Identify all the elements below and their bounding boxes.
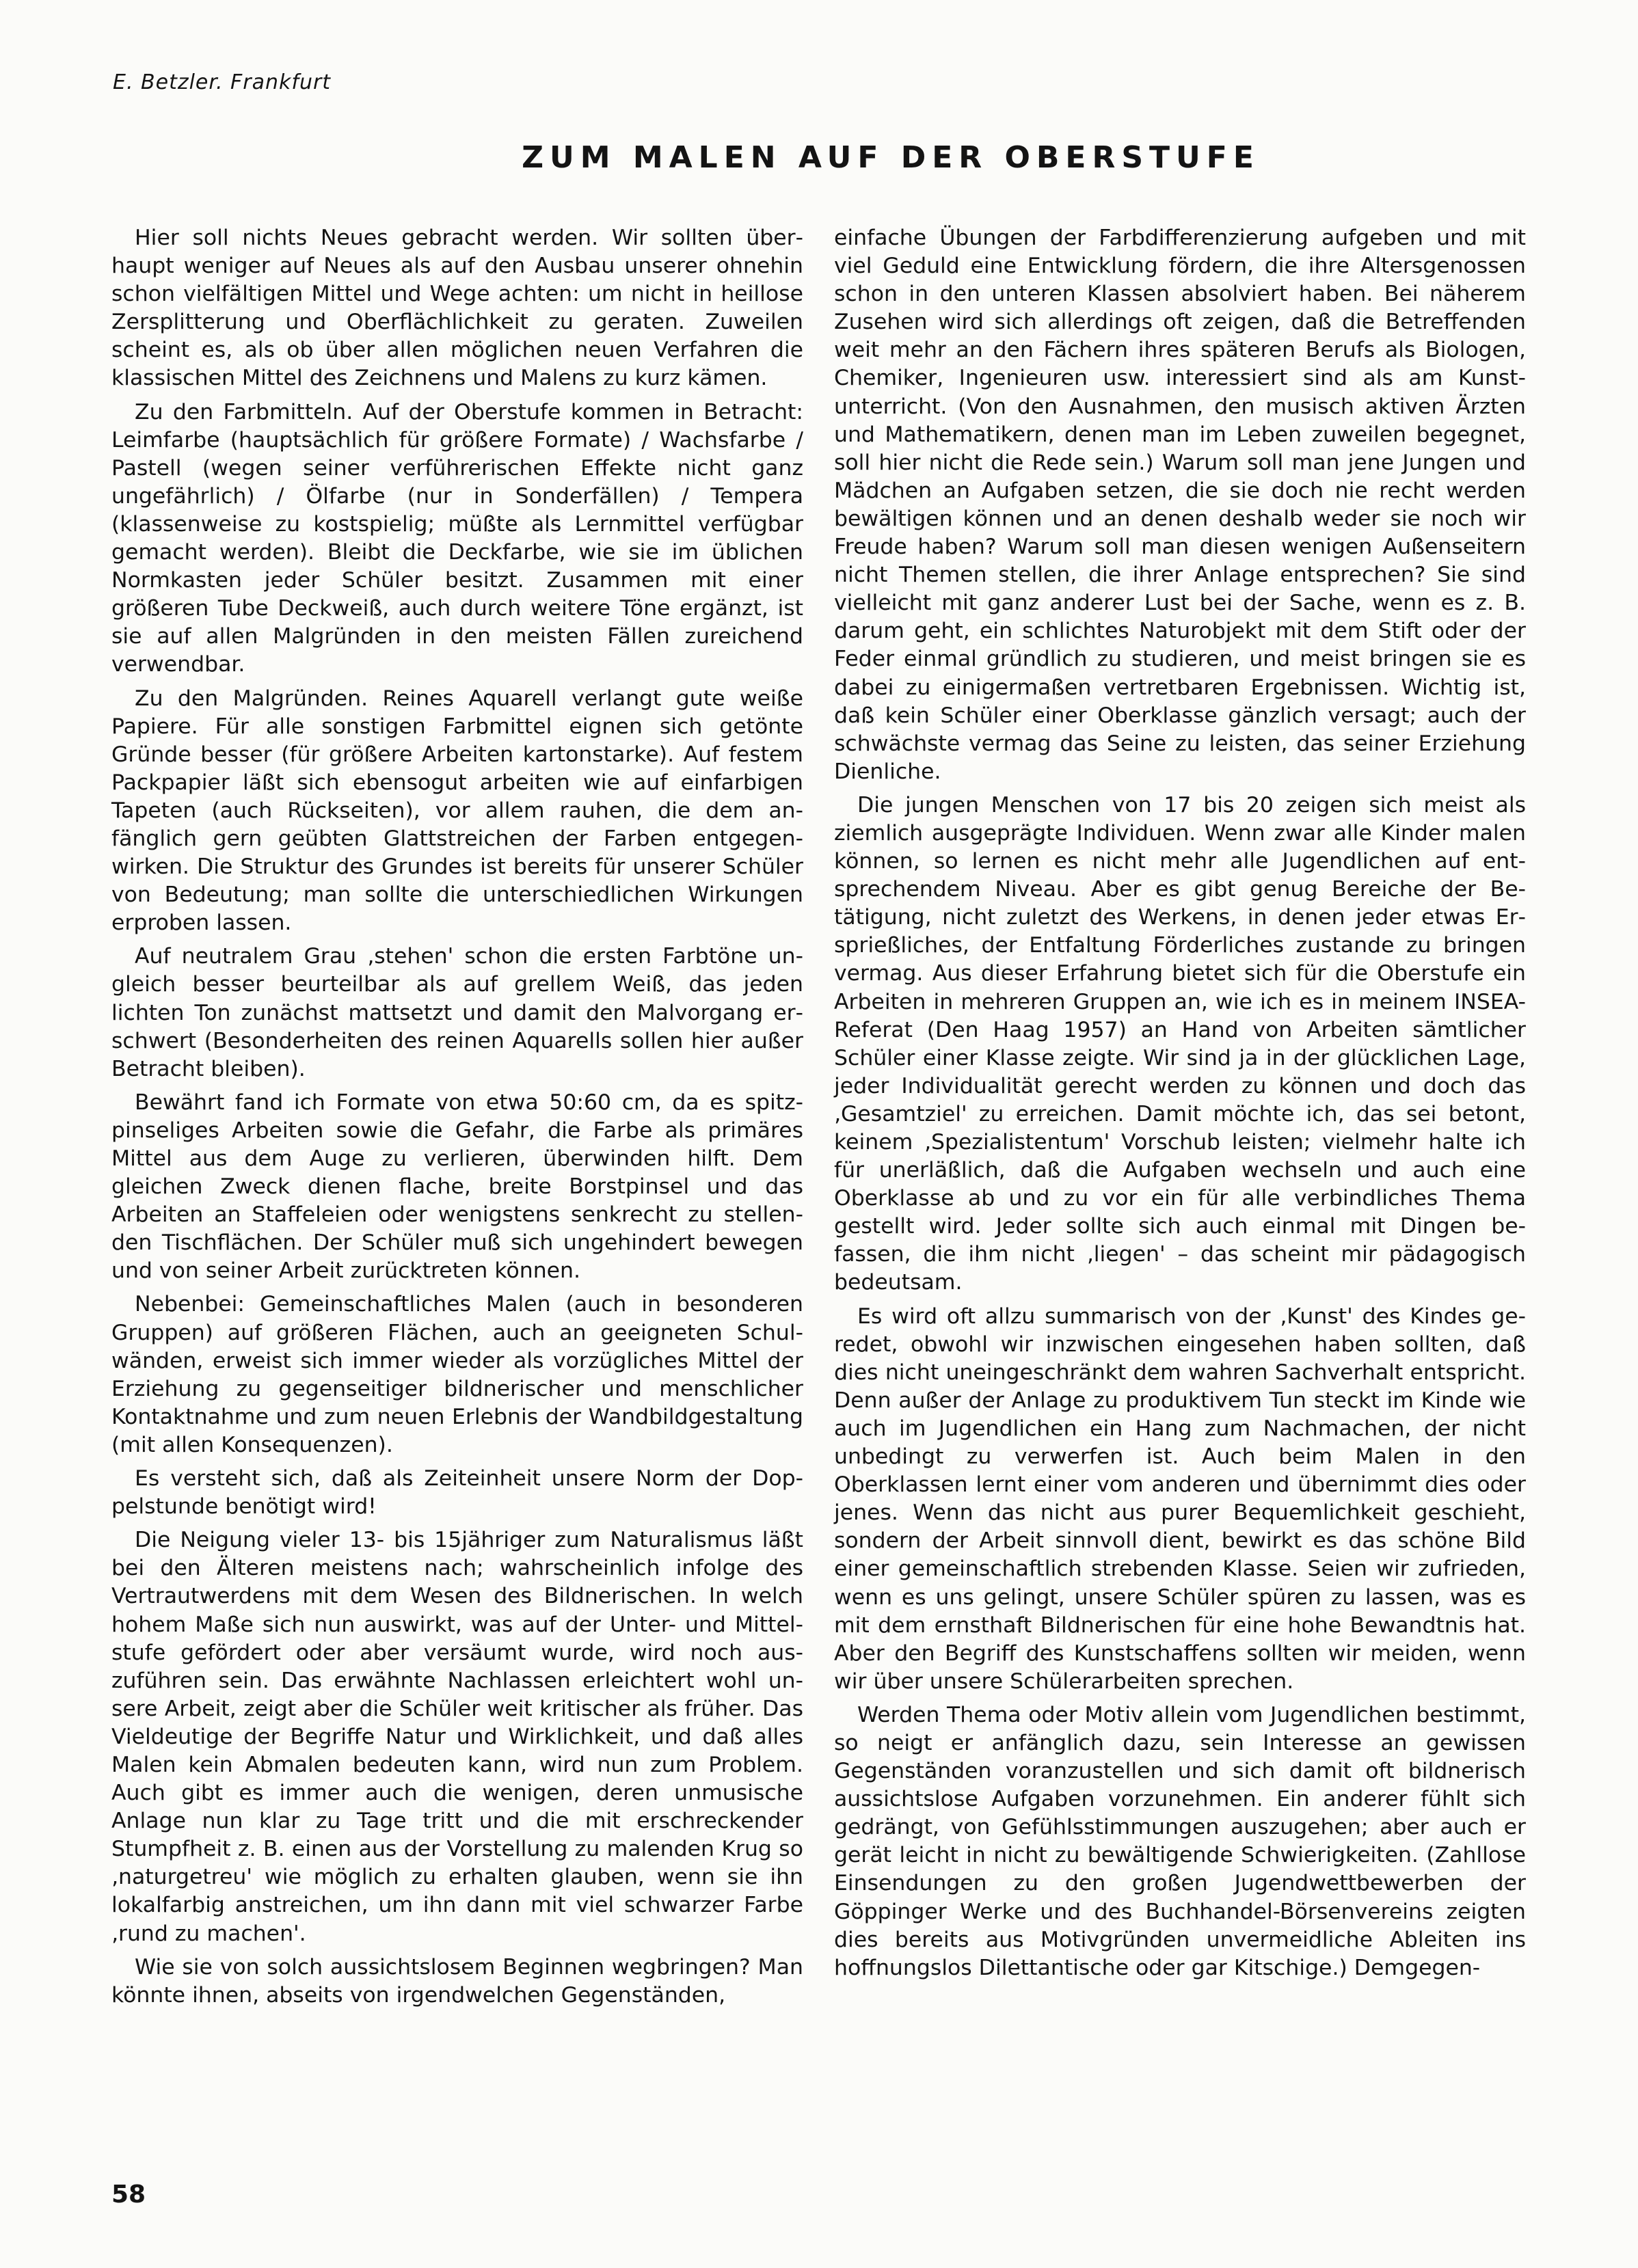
paragraph: Auf neutralem Grau ‚stehen' schon die ersten Farbtöne ungleich besser beurteilbar als auf grellem Weiß, das jeden lichten Ton zunächst mattsetzt und damit den Malvorgang erschwert (Besonderheiten des reinen Aquarells sollen hier außer Betracht bleiben). (111, 944, 803, 1081)
left-column (111, 224, 803, 2015)
paragraph: Zu den Malgründen. Reines Aquarell verlangt gute weiße Papiere. Für alle sonstigen Farbmittel eignen sich getönte Gründe besser (für größere Arbeiten kartonstarke). Auf festem Packpapier läßt sich ebensogut arbeiten wie auf einfarbigen Tapeten (auch Rückseiten), vor allem rauhen, die dem anfänglich gern geübten Glattstreichen der Farben entgegenwirken. Die Struktur des Grundes ist bereits für unserer Schüler von Bedeutung; man sollte die unterschiedlichen Wirkungen erproben lassen. (111, 686, 803, 936)
article-title: ZUM MALEN AUF DER OBERSTUFE (522, 140, 1260, 175)
paragraph: Es wird oft allzu summarisch von der ‚Kunst' des Kindes geredet, obwohl wir inzwischen eingesehen haben sollten, daß dies nicht uneingeschränkt dem wahren Sachverhalt entspricht. Denn außer der Anlage zu produktivem Tun steckt im Kinde wie auch im Jugendlichen ein Hang zum Nachmachen, der nicht unbedingt zu verwerfen ist. Auch beim Malen in den Oberklassen lernt einer vom anderen und übernimmt dies oder jenes. Wenn das nicht aus purer Bequemlichkeit geschieht, sondern der Arbeit sinnvoll dient, bewirkt es das schöne Bild einer gemeinschaftlich strebenden Klasse. Seien wir zufrieden, wenn es uns gelingt, unsere Schüler spüren zu lassen, was es mit dem ernsthaft Bildnerischen für eine hohe Bewandtnis hat. Aber den Begriff des Kunstschaffens sollten wir meiden, wenn wir über unsere Schülerarbeiten sprechen. (834, 1304, 1526, 1694)
author-line: E. Betzler. Frankfurt (113, 70, 332, 94)
paragraph: Zu den Farbmitteln. Auf der Oberstufe kommen in Betracht: Leimfarbe (hauptsächlich für größere Formate) / Wachsfarbe / Pastell (wegen seiner verführerischen Effekte nicht ganz ungefährlich) / Ölfarbe (nur in Sonderfällen) / Tempera (klassenweise zu kostspielig; müßte als Lernmittel verfügbar gemacht werden). Bleibt die Deckfarbe, wie sie im üblichen Normkasten jeder Schüler besitzt. Zusammen mit einer größeren Tube Deckweiß, auch durch weitere Töne ergänzt, ist sie auf allen Malgründen in den meisten Fällen zureichend verwendbar. (111, 399, 803, 677)
paragraph: Die Neigung vieler 13- bis 15jähriger zum Naturalismus läßt bei den Älteren meistens nach; wahrscheinlich infolge des Vertrautwerdens mit dem Wesen des Bildnerischen. In welch hohem Maße sich nun auswirkt, was auf der Unter- und Mittelstufe gefördert oder aber versäumt wurde, wird noch auszuführen sein. Das erwähnte Nachlassen erleichtert wohl unsere Arbeit, zeigt aber die Schüler weit kritischer als früher. Das Vieldeutige der Begriffe Natur und Wirklichkeit, und daß alles Malen kein Abmalen bedeuten kann, wird nun zum Problem. Auch gibt es immer auch die wenigen, deren unmusische Anlage nun klar zu Tage tritt und die mit erschreckender Stumpfheit z. B. einen aus der Vorstellung zu malenden Krug so ‚naturgetreu' wie möglich zu erhalten glauben, wenn sie ihn lokalfarbig anstreichen, um ihn dann mit viel schwarzer Farbe ‚rund zu machen'. (111, 1528, 803, 1946)
paragraph: Hier soll nichts Neues gebracht werden. Wir sollten überhaupt weniger auf Neues als auf den Ausbau unserer ohnehin schon vielfältigen Mittel und Wege achten: um nicht in heillose Zersplitterung und Oberflächlichkeit zu geraten. Zuweilen scheint es, als ob über allen möglichen neuen Verfahren die klassischen Mittel des Zeichnens und Malens zu kurz kämen. (111, 226, 803, 391)
paragraph: Es versteht sich, daß als Zeiteinheit unsere Norm der Doppelstunde benötigt wird! (111, 1466, 803, 1520)
paragraph: Wie sie von solch aussichtslosem Beginnen wegbringen? Man könnte ihnen, abseits von irgendwelchen Gegenständen, (111, 1954, 803, 2008)
page-number: 58 (111, 2181, 146, 2209)
right-column (834, 224, 1526, 1988)
paragraph: einfache Übungen der Farbdifferenzierung aufgeben und mit viel Geduld eine Entwicklung fördern, die ihre Altersgenossen schon in den unteren Klassen absolviert haben. Bei näherem Zusehen wird sich allerdings oft zeigen, daß die Betreffenden weit mehr an den Fächern ihres späteren Berufs als Biologen, Chemiker, Ingenieuren usw. interessiert sind als am Kunstunterricht. (Von den Ausnahmen, den musisch aktiven Ärzten und Mathematikern, denen man im Leben zuweilen begegnet, soll hier nicht die Rede sein.) Warum soll man jene Jungen und Mädchen an Aufgaben setzen, die sie doch nie recht werden bewältigen können und an denen deshalb weder sie noch wir Freude haben? Warum soll man diesen wenigen Außenseitern nicht Themen stellen, die ihrer Anlage entsprechen? Sie sind vielleicht mit ganz anderer Lust bei der Sache, wenn es z. B. darum geht, ein schlichtes Naturobjekt mit dem Stift oder der Feder einmal gründlich zu studieren, und meist bringen sie es dabei zu einigermaßen vertretbaren Ergebnissen. Wichtig ist, daß kein Schüler einer Oberklasse gänzlich versagt; auch der schwächste vermag das Seine zu leisten, das seiner Erziehung Dienliche. (834, 226, 1526, 784)
paragraph: Nebenbei: Gemeinschaftliches Malen (auch in besonderen Gruppen) auf größeren Flächen, auch an geeigneten Schulwänden, erweist sich immer wieder als vorzügliches Mittel der Erziehung zu gegenseitiger bildnerischer und menschlicher Kontaktnahme und zum neuen Erlebnis der Wandbildgestaltung (mit allen Konsequenzen). (111, 1292, 803, 1457)
paragraph: Die jungen Menschen von 17 bis 20 zeigen sich meist als ziemlich ausgeprägte Individuen. Wenn zwar alle Kinder malen können, so lernen es nicht mehr alle Jugendlichen auf entsprechendem Niveau. Aber es gibt genug Bereiche der Betätigung, nicht zuletzt des Werkens, in denen jeder etwas Ersprießliches, der Entfaltung Förderliches zustande zu bringen vermag. Aus dieser Erfahrung bietet sich für die Oberstufe ein Arbeiten in mehreren Gruppen an, wie ich es in meinem INSEA-Referat (Den Haag 1957) an Hand von Arbeiten sämtlicher Schüler einer Klasse zeigte. Wir sind ja in der glücklichen Lage, jeder Individualität gerecht werden zu können und doch das ‚Gesamtziel' zu erreichen. Damit möchte ich, das sei betont, keinem ‚Spezialistentum' Vorschub leisten; vielmehr halte ich für unerläßlich, daß die Aufgaben wechseln und auch eine Oberklasse ab und zu vor ein für alle verbindliches Thema gestellt wird. Jeder sollte sich auch einmal mit Dingen befassen, die ihm nicht ‚liegen' – das scheint mir pädagogisch bedeutsam. (834, 792, 1526, 1295)
paragraph: Werden Thema oder Motiv allein vom Jugendlichen bestimmt, so neigt er anfänglich dazu, sein Interesse an gewissen Gegenständen voranzustellen und sich damit oft bildnerisch aussichtslose Aufgaben vorzunehmen. Ein anderer fühlt sich gedrängt, von Gefühlsstimmungen auszugehen; aber auch er gerät leicht in nicht zu bewältigende Schwierigkeiten. (Zahllose Einsendungen zu den großen Jugendwettbewerben der Göppinger Werke und des Buchhandel-Börsenvereins zeigten dies bereits aus Motivgründen unvermeidliche Ableiten ins hoffnungslos Dilettantische oder gar Kitschige.) Demgegen- (834, 1702, 1526, 1980)
paragraph: Bewährt fand ich Formate von etwa 50:60 cm, da es spitzpinseliges Arbeiten sowie die Gefahr, die Farbe als primäres Mittel aus dem Auge zu verlieren, überwinden hilft. Dem gleichen Zweck dienen flache, breite Borstpinsel und das Arbeiten an Staffeleien oder wenigstens senkrecht zu stellenden Tischflächen. Der Schüler muß sich ungehindert bewegen und von seiner Arbeit zurücktreten können. (111, 1090, 803, 1284)
